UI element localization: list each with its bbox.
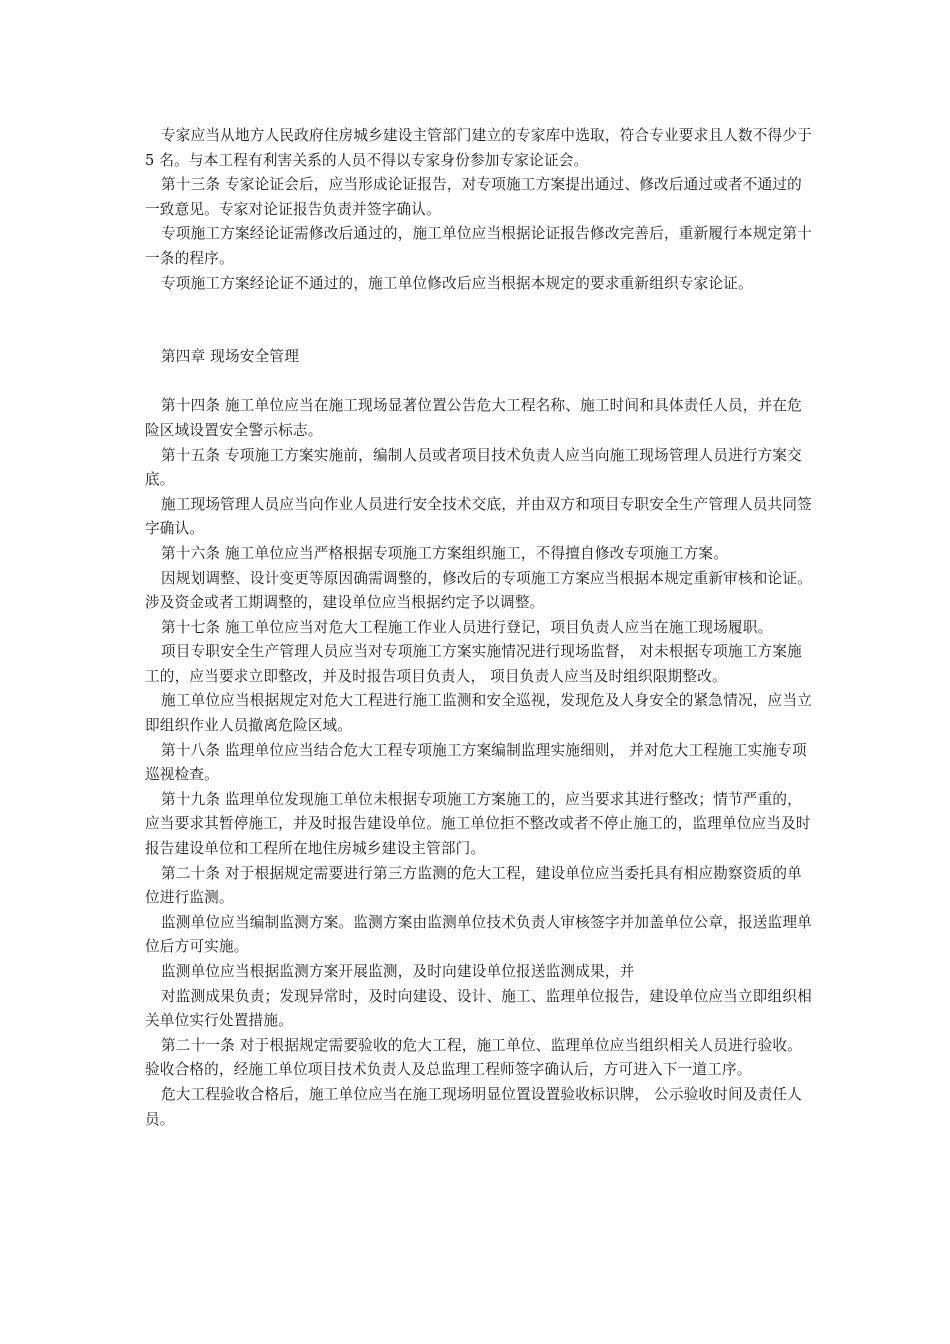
spacer <box>145 370 815 395</box>
paragraph-expert-selection: 专家应当从地方人民政府住房城乡建设主管部门建立的专家库中选取，符合专业要求且人数不得少于 5 名。与本工程有利害关系的人员不得以专家身份参加专家论证会。 <box>145 127 812 169</box>
paragraph-article-15: 第十五条 专项施工方案实施前，编制人员或者项目技术负责人应当向施工现场管理人员进行方案交底。 <box>145 446 802 489</box>
paragraph-safety-briefing: 施工现场管理人员应当向作业人员进行安全技术交底，并由双方和项目专职安全生产管理人员共同签字确认。 <box>145 495 812 538</box>
paragraph-article-21: 第二十一条 对于根据规定需要验收的危大工程，施工单位、监理单位应当组织相关人员进行验收。验收合格的，经施工单位项目技术负责人及总监理工程师签字确认后，方可进入下一道工序。 <box>145 1036 802 1079</box>
paragraph-monitoring-patrol: 施工单位应当根据规定对危大工程进行施工监测和安全巡视，发现危及人身安全的紧急情况，应当立即组织作业人员撤离危险区域。 <box>145 692 812 735</box>
paragraph-article-20: 第二十条 对于根据规定需要进行第三方监测的危大工程，建设单位应当委托具有相应勘察资质的单位进行监测。 <box>145 864 802 907</box>
paragraph-article-16: 第十六条 施工单位应当严格根据专项施工方案组织施工，不得擅自修改专项施工方案。 <box>161 544 729 562</box>
paragraph-article-19: 第十九条 监理单位发现施工单位未根据专项施工方案施工的，应当要求其进行整改；情节严重的，应当要求其暂停施工，并及时报告建设单位。施工单位拒不整改或者不停止施工的，监理单位应当及时报告建设单位和工程所在地住房城乡建设主管部门。 <box>145 790 811 858</box>
paragraph-revision-pass: 专项施工方案经论证需修改后通过的，施工单位应当根据论证报告修改完善后，重新履行本规定第十一条的程序。 <box>145 225 812 267</box>
paragraph-plan-adjustment: 因规划调整、设计变更等原因确需调整的，修改后的专项施工方案应当根据本规定重新审核和论证。涉及资金或者工期调整的，建设单位应当根据约定予以调整。 <box>145 569 812 612</box>
spacer <box>145 296 815 345</box>
paragraph-not-pass: 专项施工方案经论证不通过的，施工单位修改后应当根据本规定的要求重新组织专家论证。 <box>161 274 753 292</box>
paragraph-monitoring-execution: 监测单位应当根据监测方案开展监测，及时向建设单位报送监测成果，并 <box>161 963 635 980</box>
paragraph-monitoring-plan: 监测单位应当编制监测方案。监测方案由监测单位技术负责人审核签字并加盖单位公章，报送监理单位后方可实施。 <box>145 913 812 956</box>
paragraph-acceptance-sign: 危大工程验收合格后，施工单位应当在施工现场明显位置设置验收标识牌， 公示验收时间及责任人员。 <box>145 1085 802 1128</box>
paragraph-article-13: 第十三条 专家论证会后，应当形成论证报告，对专项施工方案提出通过、修改后通过或者不通过的一致意见。专家对论证报告负责并签字确认。 <box>145 176 802 218</box>
paragraph-site-supervision: 项目专职安全生产管理人员应当对专项施工方案实施情况进行现场监督， 对未根据专项施工方案施工的，应当要求立即整改，并及时报告项目负责人， 项目负责人应当及时组织限期整改。 <box>145 643 802 685</box>
document-body <box>145 124 815 1132</box>
chapter-title: 第四章 现场安全管理 <box>161 348 299 366</box>
paragraph-article-18: 第十八条 监理单位应当结合危大工程专项施工方案编制监理实施细则， 并对危大工程施工实施专项巡视检查。 <box>145 741 807 784</box>
paragraph-article-17: 第十七条 施工单位应当对危大工程施工作业人员进行登记，项目负责人应当在施工现场履职。 <box>161 618 773 636</box>
paragraph-article-14: 第十四条 施工单位应当在施工现场显著位置公告危大工程名称、施工时间和具体责任人员，并在危险区域设置安全警示标志。 <box>145 397 802 439</box>
paragraph-monitoring-responsibility: 对监测成果负责；发现异常时，及时向建设、设计、施工、监理单位报告，建设单位应当立即组织相关单位实行处置措施。 <box>145 987 812 1030</box>
